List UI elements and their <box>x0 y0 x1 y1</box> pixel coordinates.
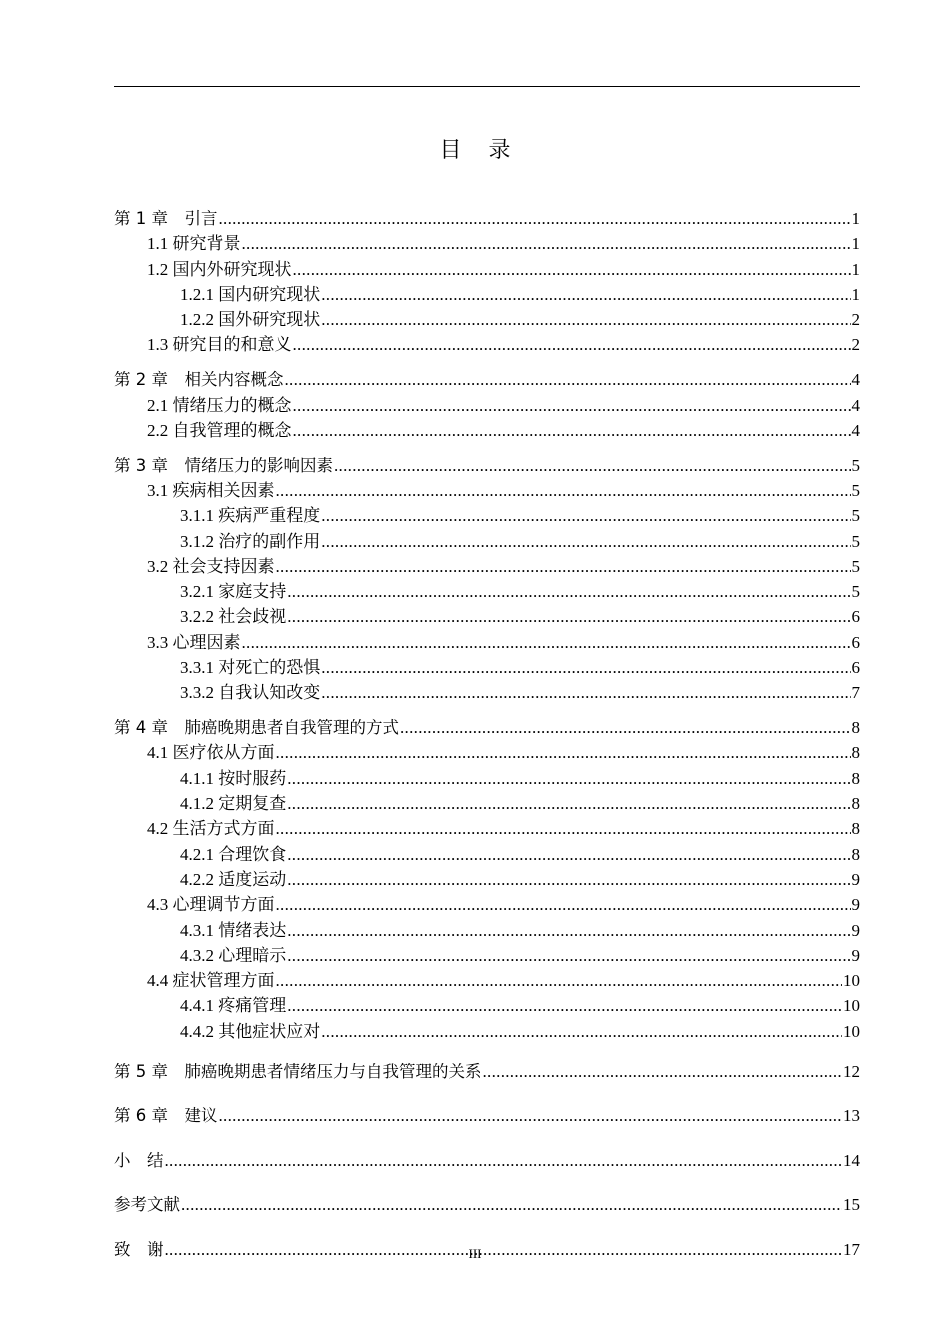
toc-section-4-4[interactable] <box>114 968 860 993</box>
toc-page: 14 <box>843 1150 860 1170</box>
toc-label: 1.2.2 国外研究现状 <box>180 310 321 330</box>
toc-page: 17 <box>843 1239 860 1259</box>
toc-label: 第 5 章 肺癌晚期患者情绪压力与自我管理的关系 <box>114 1061 482 1081</box>
toc-label: 第 6 章 建议 <box>114 1106 218 1125</box>
toc-label: 1.2 国内外研究现状 <box>147 259 292 279</box>
toc-subsection-3-3-2[interactable] <box>114 680 860 705</box>
toc-leader <box>242 630 851 655</box>
toc-leader <box>287 842 850 867</box>
toc-page: 7 <box>851 683 860 703</box>
toc-page: 1 <box>851 234 860 254</box>
toc-page: 15 <box>843 1195 860 1214</box>
toc-subsection-3-3-1[interactable] <box>114 655 860 680</box>
toc-subsection-4-2-1[interactable] <box>114 842 860 867</box>
toc-section-4-2[interactable] <box>114 816 860 841</box>
toc-page: 4 <box>851 420 860 440</box>
toc-leader <box>276 554 851 579</box>
toc-chapter-3[interactable] <box>114 453 860 478</box>
toc-page: 4 <box>851 370 860 390</box>
toc-page: 9 <box>851 869 860 889</box>
toc-page: 8 <box>851 718 860 738</box>
toc-section-3-2[interactable] <box>114 554 860 579</box>
toc-section-3-3[interactable] <box>114 630 860 655</box>
toc-leader <box>483 1054 843 1089</box>
toc-section-4-1[interactable] <box>114 740 860 765</box>
toc-page: 4 <box>851 395 860 415</box>
toc-label: 4.1 医疗依从方面 <box>147 743 275 763</box>
toc-page: 10 <box>843 971 860 991</box>
toc-leader <box>321 503 850 528</box>
toc-page: 6 <box>851 632 860 652</box>
toc-leader <box>276 968 843 993</box>
toc-page: 5 <box>851 506 860 526</box>
toc-leader <box>293 393 851 418</box>
toc-label: 3.3.1 对死亡的恐惧 <box>180 658 321 678</box>
toc-leader <box>287 993 842 1018</box>
toc-leader <box>321 529 850 554</box>
toc-leader <box>287 766 850 791</box>
toc-leader <box>181 1187 842 1222</box>
toc-label: 2.1 情绪压力的概念 <box>147 395 292 415</box>
toc-leader <box>287 791 850 816</box>
toc-subsection-4-3-2[interactable] <box>114 943 860 968</box>
toc-label: 3.3.2 自我认知改变 <box>180 683 321 703</box>
toc-label: 3.2.2 社会歧视 <box>180 607 287 627</box>
toc-page: 8 <box>851 819 860 839</box>
toc-page: 8 <box>851 743 860 763</box>
toc-leader <box>287 604 850 629</box>
toc-page: 8 <box>851 844 860 864</box>
toc-label: 4.3 心理调节方面 <box>147 895 275 915</box>
toc-references[interactable] <box>114 1187 860 1222</box>
toc-page: 8 <box>851 768 860 788</box>
toc-leader <box>287 943 850 968</box>
toc-leader <box>219 206 851 231</box>
toc-summary[interactable] <box>114 1143 860 1178</box>
toc-leader <box>321 307 850 332</box>
toc-leader <box>276 816 851 841</box>
toc-leader <box>287 579 850 604</box>
toc-subsection-1-2-2[interactable] <box>114 307 860 332</box>
toc-section-4-3[interactable] <box>114 892 860 917</box>
toc-page: 6 <box>851 658 860 678</box>
toc-page: 12 <box>843 1061 860 1081</box>
toc-label: 第 3 章 情绪压力的影响因素 <box>114 455 333 475</box>
toc-section-1-3[interactable] <box>114 332 860 357</box>
toc-subsection-4-4-2[interactable] <box>114 1019 860 1044</box>
toc-leader <box>285 367 851 392</box>
toc-chapter-1[interactable] <box>114 206 860 231</box>
toc-leader <box>276 892 851 917</box>
toc-leader <box>321 680 850 705</box>
toc-leader <box>321 282 850 307</box>
toc-label: 4.4 症状管理方面 <box>147 971 275 991</box>
toc-page: 5 <box>851 531 860 551</box>
toc-page: 1 <box>851 284 860 304</box>
page-title: 目 录 <box>439 138 521 163</box>
toc-label: 3.2.1 家庭支持 <box>180 582 287 602</box>
toc-leader <box>293 332 851 357</box>
toc-chapter-5[interactable] <box>114 1054 860 1089</box>
toc-subsection-3-2-2[interactable] <box>114 604 860 629</box>
toc-label: 致 谢 <box>114 1239 164 1259</box>
toc-page: 1 <box>851 209 860 228</box>
toc-leader <box>293 418 851 443</box>
toc-page: 10 <box>843 996 860 1016</box>
toc-label: 第 2 章 相关内容概念 <box>114 370 284 390</box>
toc-chapter-2[interactable] <box>114 367 860 392</box>
toc-section-1-2[interactable] <box>114 257 860 282</box>
toc-chapter-4[interactable] <box>114 715 860 740</box>
toc-label: 第 4 章 肺癌晚期患者自我管理的方式 <box>114 718 399 738</box>
toc-leader <box>219 1098 843 1133</box>
toc-subsection-4-1-1[interactable] <box>114 766 860 791</box>
toc-leader <box>287 918 850 943</box>
toc-subsection-4-3-1[interactable] <box>114 918 860 943</box>
toc-subsection-4-4-1[interactable] <box>114 993 860 1018</box>
toc-label: 小 结 <box>114 1150 164 1170</box>
toc-page: 9 <box>851 920 860 940</box>
table-of-contents <box>114 206 860 1267</box>
toc-leader <box>276 478 851 503</box>
toc-label: 3.1 疾病相关因素 <box>147 480 275 500</box>
toc-subsection-4-1-2[interactable] <box>114 791 860 816</box>
toc-leader <box>321 1019 842 1044</box>
toc-section-1-1[interactable] <box>114 231 860 256</box>
toc-page: 5 <box>851 556 860 576</box>
toc-leader <box>400 715 851 740</box>
toc-label: 4.2.1 合理饮食 <box>180 844 287 864</box>
toc-label: 1.1 研究背景 <box>147 234 241 254</box>
toc-label: 4.4.1 疼痛管理 <box>180 996 287 1016</box>
toc-label: 4.4.2 其他症状应对 <box>180 1021 321 1041</box>
toc-label: 4.2 生活方式方面 <box>147 819 275 839</box>
toc-subsection-1-2-1[interactable] <box>114 282 860 307</box>
toc-subsection-3-1-1[interactable] <box>114 503 860 528</box>
toc-label: 1.2.1 国内研究现状 <box>180 284 321 304</box>
toc-page: 10 <box>843 1021 860 1041</box>
toc-label: 2.2 自我管理的概念 <box>147 420 292 440</box>
toc-section-3-1[interactable] <box>114 478 860 503</box>
toc-page: 2 <box>851 335 860 355</box>
toc-page: 9 <box>851 945 860 965</box>
header-rule <box>114 86 860 87</box>
toc-leader <box>276 740 851 765</box>
toc-page: 9 <box>851 895 860 915</box>
toc-section-2-1[interactable] <box>114 393 860 418</box>
toc-label: 4.3.2 心理暗示 <box>180 945 287 965</box>
toc-page: 2 <box>851 310 860 330</box>
toc-page: 1 <box>851 259 860 279</box>
toc-label: 1.3 研究目的和意义 <box>147 335 292 355</box>
toc-page: 6 <box>851 607 860 627</box>
toc-leader <box>165 1143 843 1178</box>
toc-label: 3.2 社会支持因素 <box>147 556 275 576</box>
toc-section-2-2[interactable] <box>114 418 860 443</box>
footer-page-number: III <box>468 1246 482 1261</box>
toc-page: 8 <box>851 794 860 814</box>
toc-page: 13 <box>843 1106 860 1125</box>
toc-page: 5 <box>851 582 860 602</box>
toc-label: 第 1 章 引言 <box>114 209 218 228</box>
toc-label: 4.1.2 定期复查 <box>180 794 287 814</box>
toc-chapter-6[interactable] <box>114 1098 860 1133</box>
toc-page: 5 <box>851 455 860 475</box>
toc-subsection-3-2-1[interactable] <box>114 579 860 604</box>
toc-label: 参考文献 <box>114 1195 180 1214</box>
toc-leader <box>287 867 850 892</box>
toc-label: 4.2.2 适度运动 <box>180 869 287 889</box>
toc-page: 5 <box>851 480 860 500</box>
toc-leader <box>334 453 851 478</box>
toc-subsection-3-1-2[interactable] <box>114 529 860 554</box>
toc-leader <box>242 231 851 256</box>
toc-subsection-4-2-2[interactable] <box>114 867 860 892</box>
toc-label: 4.3.1 情绪表达 <box>180 920 287 940</box>
toc-leader <box>293 257 851 282</box>
toc-label: 3.1.1 疾病严重程度 <box>180 506 321 526</box>
toc-label: 3.1.2 治疗的副作用 <box>180 531 321 551</box>
toc-label: 4.1.1 按时服药 <box>180 768 287 788</box>
toc-label: 3.3 心理因素 <box>147 632 241 652</box>
toc-leader <box>321 655 850 680</box>
